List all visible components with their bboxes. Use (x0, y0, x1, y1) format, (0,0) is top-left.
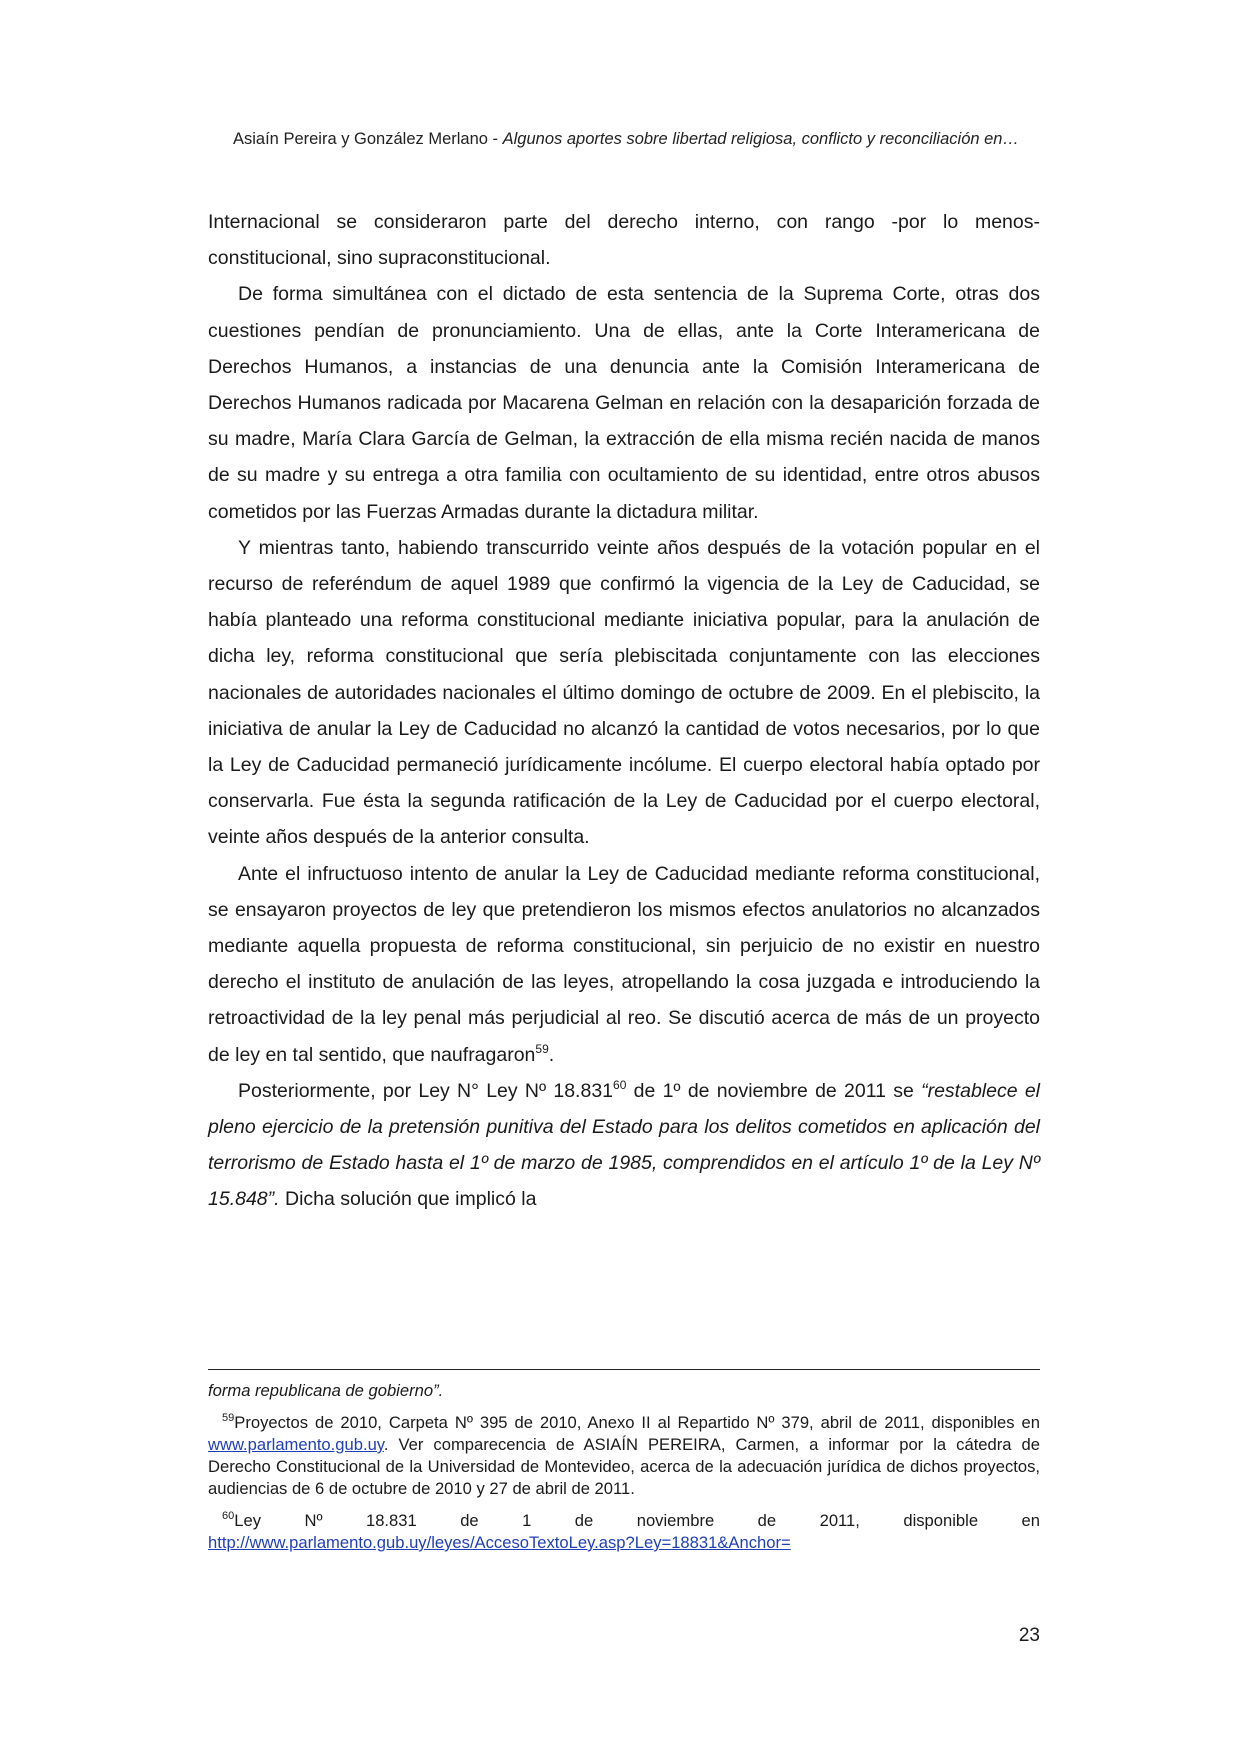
footnote-carryover-text: forma republicana de gobierno”. (208, 1381, 444, 1400)
paragraph-4 (208, 856, 1040, 1073)
footnote-60 (208, 1510, 1040, 1554)
paragraph-3: Y mientras tanto, habiendo transcurrido veinte años después de la votación popular en el recurso de referéndum de aquel 1989 que confirmó la vigencia de la Ley de Caducidad, se había planteado una reforma constitucional mediante iniciativa popular, para la anulación de dicha ley, reforma constitucional que sería plebiscitada conjuntamente con las elecciones nacionales de autoridades nacionales el último domingo de octubre de 2009. En el plebiscito, la iniciativa de anular la Ley de Caducidad no alcanzó la cantidad de votos necesarios, por lo que la Ley de Caducidad permaneció jurídicamente incólume. El cuerpo electoral había optado por conservarla. Fue ésta la segunda ratificación de la Ley de Caducidad por el cuerpo electoral, veinte años después de la anterior consulta. (208, 536, 1040, 849)
paragraph-5 (208, 1073, 1040, 1218)
paragraph-5-end: Dicha solución que implicó la (279, 1188, 537, 1211)
footnote-60-marker: 60 (222, 1510, 235, 1522)
page-number: 23 (1018, 1625, 1040, 1646)
footnote-59-link[interactable]: www.parlamento.gub.uy (208, 1435, 384, 1454)
footnote-60-text: Ley Nº 18.831 de 1 de noviembre de 2011, disponible en (234, 1511, 1040, 1530)
footnote-60-link[interactable]: http://www.parlamento.gub.uy/leyes/AccesoTextoLey.asp?Ley=18831&Anchor= (208, 1533, 791, 1552)
footnote-59-text-b: . Ver comparecencia de ASIAÍN PEREIRA, Carmen, a informar por la cátedra de Derecho Constitucional de la Universidad de Montevideo, acerca de la adecuación jurídica de dichos proyectos, audiencias de 6 de octubre de 2010 y 27 de abril de 2011. (208, 1435, 1040, 1498)
footnote-ref-60[interactable]: 60 (613, 1077, 627, 1092)
footnote-59 (208, 1412, 1040, 1500)
paragraph-1: Internacional se consideraron parte del derecho interno, con rango -por lo menos- constitucional, sino supraconstitucional. (208, 211, 1040, 270)
body-text (208, 204, 1040, 1218)
header-title: Algunos aportes sobre libertad religiosa, conflicto y reconciliación en… (502, 130, 1019, 148)
paragraph-4-text: Ante el infructuoso intento de anular la Ley de Caducidad mediante reforma constitucional, se ensayaron proyectos de ley que pretendieron los mismos efectos anulatorios no alcanzados mediante aquella propuesta de reforma constitucional, sin perjuicio de no existir en nuestro derecho el instituto de anulación de las leyes, atropellando la cosa juzgada e introduciendo la retroactividad de la ley penal más perjudicial al reo. Se discutió acerca de más de un proyecto de ley en tal sentido, que naufragaron (208, 862, 1040, 1066)
footnote-59-text-a: Proyectos de 2010, Carpeta Nº 395 de 2010, Anexo II al Repartido Nº 379, abril de 2011, disponibles en (234, 1413, 1040, 1432)
footnote-carryover (208, 1380, 1040, 1402)
paragraph-5-mid: de 1º de noviembre de 2011 se (626, 1079, 922, 1102)
footnotes (208, 1380, 1040, 1554)
footnote-ref-59[interactable]: 59 (535, 1041, 549, 1056)
paragraph-2: De forma simultánea con el dictado de esta sentencia de la Suprema Corte, otras dos cuestiones pendían de pronunciamiento. Una de ellas, ante la Corte Interamericana de Derechos Humanos, a instancias de una denuncia ante la Comisión Interamericana de Derechos Humanos radicada por Macarena Gelman en relación con la desaparición forzada de su madre, María Clara García de Gelman, la extracción de ella misma recién nacida de manos de su madre y su entrega a otra familia con ocultamiento de su identidad, entre otros abusos cometidos por las Fuerzas Armadas durante la dictadura militar. (208, 283, 1040, 523)
paragraph-5-quote: “restablece el pleno ejercicio de la pretensión punitiva del Estado para los delitos cometidos en aplicación del terrorismo de Estado hasta el 1º de marzo de 1985, comprendidos en el artículo 1º de la Ley Nº 15.848”. (208, 1079, 1040, 1211)
paragraph-5-start: Posteriormente, por Ley N° Ley Nº 18.831 (238, 1079, 614, 1102)
paragraph-4-end: . (548, 1043, 555, 1066)
header-authors: Asiaín Pereira y González Merlano - (233, 130, 503, 148)
footnote-59-marker: 59 (222, 1412, 235, 1424)
footnote-separator (208, 1369, 1040, 1370)
running-header (206, 130, 1046, 149)
